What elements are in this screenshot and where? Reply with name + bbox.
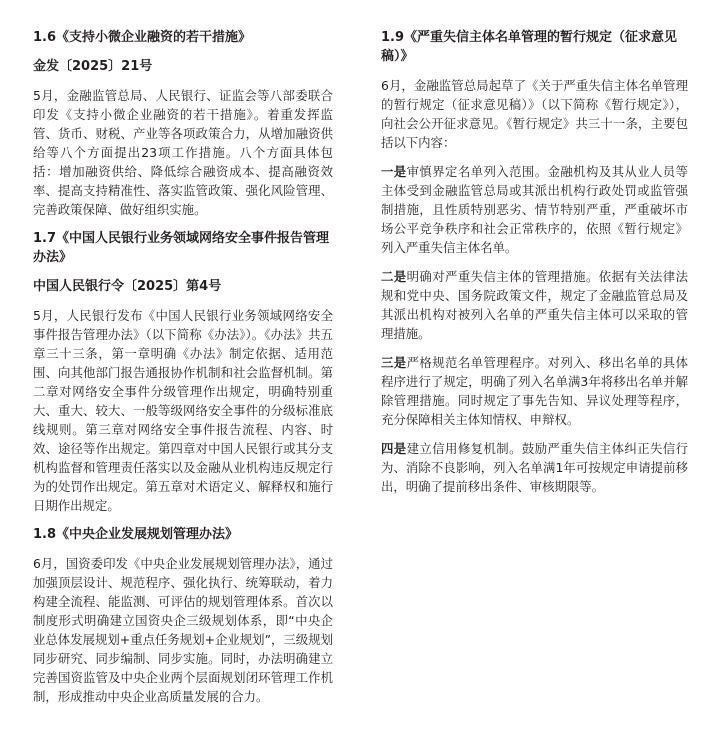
section-1-9-intro: 6月，金融监管总局起草了《关于严重失信主体名单管理的暂行规定（征求意见稿）》（以下简称《暂行规定》），向社会公开征求意见。《暂行规定》共三十一条，主要包括以下内容： <box>381 78 688 150</box>
item-lead: 一是 <box>381 164 407 179</box>
section-1-9-item <box>381 267 688 343</box>
section-1-6-title: 1.6《支持小微企业融资的若干措施》 <box>33 30 252 45</box>
section-1-7-doc-number: 中国人民银行令〔2025〕第4号 <box>33 279 222 294</box>
section-1-9-item <box>381 353 688 429</box>
item-lead: 三是 <box>381 355 407 370</box>
right-column <box>381 28 688 506</box>
left-column <box>33 28 333 716</box>
section-1-6-doc-number: 金发〔2025〕21号 <box>33 59 153 74</box>
section-1-8-body: 6月，国资委印发《中央企业发展规划管理办法》，通过加强顶层设计、规范程序、强化执行、统筹联动，着力构建全流程、能监测、可评估的规划管理体系。首次以制度形式明确建立国资央企三级规划体系，即“中央企业总体发展规划+重点任务规划+企业规划”，三级规划同步研究、同步编制、同步实施。同时，办法明确建立完善国资监管及中央企业两个层面规划闭环管理工作机制，形成推动中央企业高质量发展的合力。 <box>33 556 333 704</box>
section-1-7-body: 5月，人民银行发布《中国人民银行业务领域网络安全事件报告管理办法》（以下简称《办法》）。《办法》共五章三十三条，第一章明确《办法》制定依据、适用范围、向其他部门报告通报协作机制和社会监督机制。第二章对网络安全事件分级管理作出规定，明确特别重大、重大、较大、一般等级网络安全事件的分级标准底线规则。第三章对网络安全事件报告流程、内容、时效、途径等作出规定。第四章对中国人民银行或其分支机构监督和管理责任落实以及金融从业机构违反规定行为的处罚作出规定。第五章对术语定义、解释权和施行日期作出规定。 <box>33 308 333 513</box>
section-1-8-title: 1.8《中央企业发展规划管理办法》 <box>33 527 239 542</box>
item-lead: 二是 <box>381 269 407 284</box>
item-text: 明确对严重失信主体的管理措施。依据有关法律法规和党中央、国务院政策文件，规定了金融监管总局及其派出机构对被列入名单的严重失信主体可以采取的管理措施。 <box>381 269 689 341</box>
item-text: 审慎界定名单列入范围。金融机构及其从业人员等主体受到金融监管总局或其派出机构行政处罚或监管强制措施，且性质特别恶劣、情节特别严重，严重破坏市场公平竞争秩序和社会正常秩序的，依照《暂行规定》列入严重失信主体名单。 <box>381 164 689 255</box>
item-text: 建立信用修复机制。鼓励严重失信主体纠正失信行为、消除不良影响，列入名单满1年可按规定申请提前移出，明确了提前移出条件、审核期限等。 <box>381 441 689 494</box>
item-text: 严格规范名单管理程序。对列入、移出名单的具体程序进行了规定，明确了列入名单满3年将移出名单并解除管理措施。同时规定了事先告知、异议处理等程序，充分保障相关主体知情权、申辩权。 <box>381 355 689 427</box>
section-1-7-title: 1.7《中国人民银行业务领域网络安全事件报告管理办法》 <box>33 231 330 265</box>
section-1-9-item <box>381 439 688 496</box>
item-lead: 四是 <box>381 441 407 456</box>
section-1-9-item <box>381 162 688 257</box>
section-1-6-body: 5月，金融监管总局、人民银行、证监会等八部委联合印发《支持小微企业融资的若干措施》。着重发挥监管、货币、财税、产业等各项政策合力，从增加融资供给等八个方面提出23项工作措施。八个方面具体包括：增加融资供给、降低综合融资成本、提高融资效率、提高支持精准性、落实监管政策、强化风险管理、完善政策保障、做好组织实施。 <box>33 88 333 217</box>
section-1-9-title: 1.9《严重失信主体名单管理的暂行规定（征求意见稿）》 <box>381 30 678 64</box>
